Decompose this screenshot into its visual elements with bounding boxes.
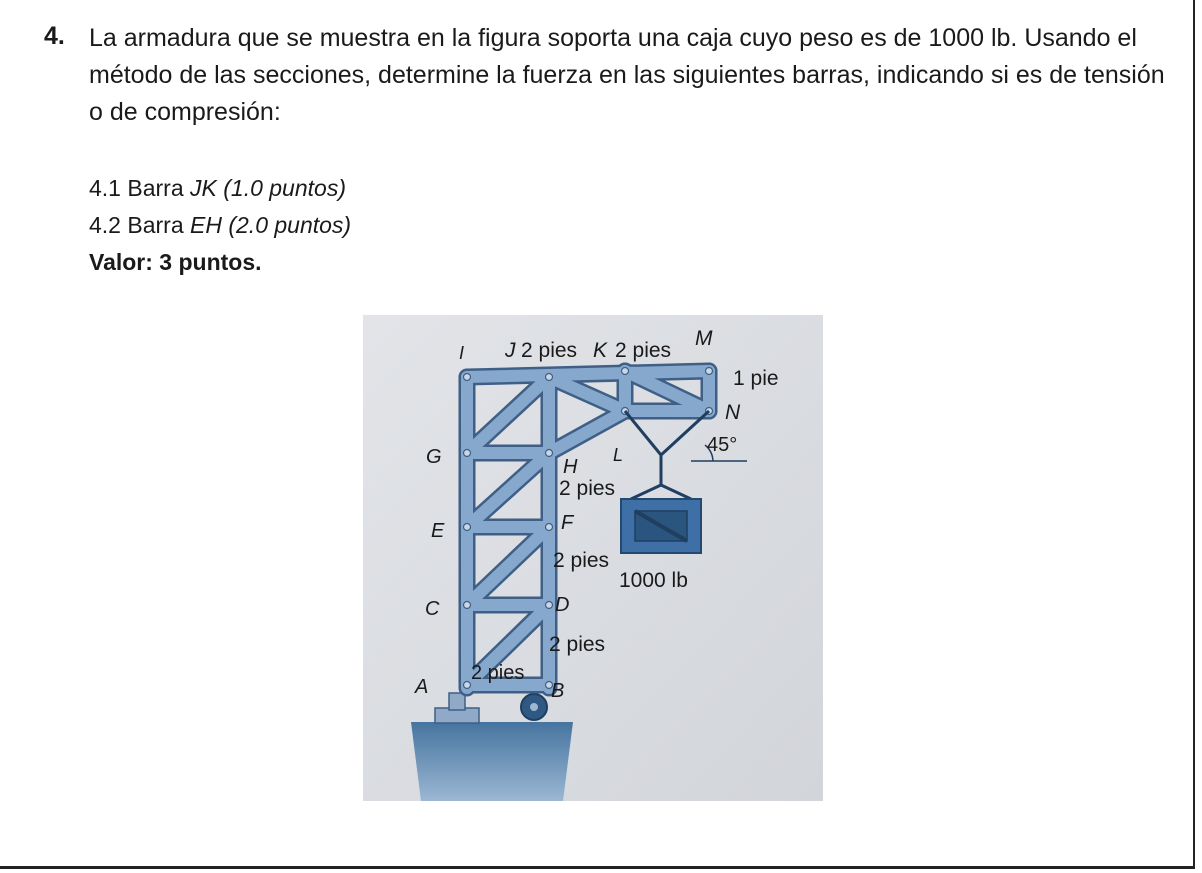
item-4-2 xyxy=(89,207,351,244)
label-A: A xyxy=(415,676,429,698)
dim-fd: 2 pies xyxy=(553,549,610,572)
truss-figure xyxy=(363,315,823,801)
ground xyxy=(411,722,573,801)
roller-axle xyxy=(530,703,538,711)
label-N: N xyxy=(725,401,741,424)
label-J: J xyxy=(505,339,516,362)
problem-statement xyxy=(89,20,1194,131)
label-E: E xyxy=(431,520,445,542)
pin-support-post xyxy=(449,693,465,710)
label-M: M xyxy=(695,327,713,350)
truss-diagram xyxy=(363,315,823,801)
value-label: Valor: 3 puntos. xyxy=(89,249,262,275)
dim-db: 2 pies xyxy=(549,633,606,656)
label-K: K xyxy=(593,339,608,362)
problem-number: 4. xyxy=(44,22,65,50)
dim-top-2: 2 pies xyxy=(615,339,672,362)
dim-right: 1 pie xyxy=(733,367,779,390)
item-detail: JK (1.0 puntos) xyxy=(190,175,346,201)
item-number: 4.1 xyxy=(89,175,121,201)
dim-ab: 2 pies xyxy=(471,662,525,684)
problem-4 xyxy=(44,20,1194,131)
label-C: C xyxy=(425,598,440,620)
label-F: F xyxy=(561,512,574,534)
label-D: D xyxy=(555,594,570,616)
item-4-1 xyxy=(89,170,351,207)
load-label: 1000 lb xyxy=(619,569,688,592)
item-label: Barra xyxy=(127,212,184,238)
statement-line: método de las secciones, determine la fuerza en las siguientes barras, indicando si es de tensión xyxy=(89,61,1165,89)
item-detail: EH (2.0 puntos) xyxy=(190,212,352,238)
label-I: I xyxy=(459,343,465,363)
item-label: Barra xyxy=(127,175,184,201)
item-number: 4.2 xyxy=(89,212,121,238)
angle-45: 45° xyxy=(707,434,738,456)
dim-hf: 2 pies xyxy=(559,477,616,500)
label-B: B xyxy=(551,680,565,702)
label-H: H xyxy=(563,456,578,478)
statement-line: La armadura que se muestra en la figura soporta una caja cuyo peso es de 1000 lb. Usando el xyxy=(89,24,1137,52)
sub-items xyxy=(89,170,351,281)
label-L: L xyxy=(613,445,624,465)
statement-line: o de compresión: xyxy=(89,98,281,126)
label-G: G xyxy=(426,446,442,468)
dim-top-1: 2 pies xyxy=(521,339,578,362)
